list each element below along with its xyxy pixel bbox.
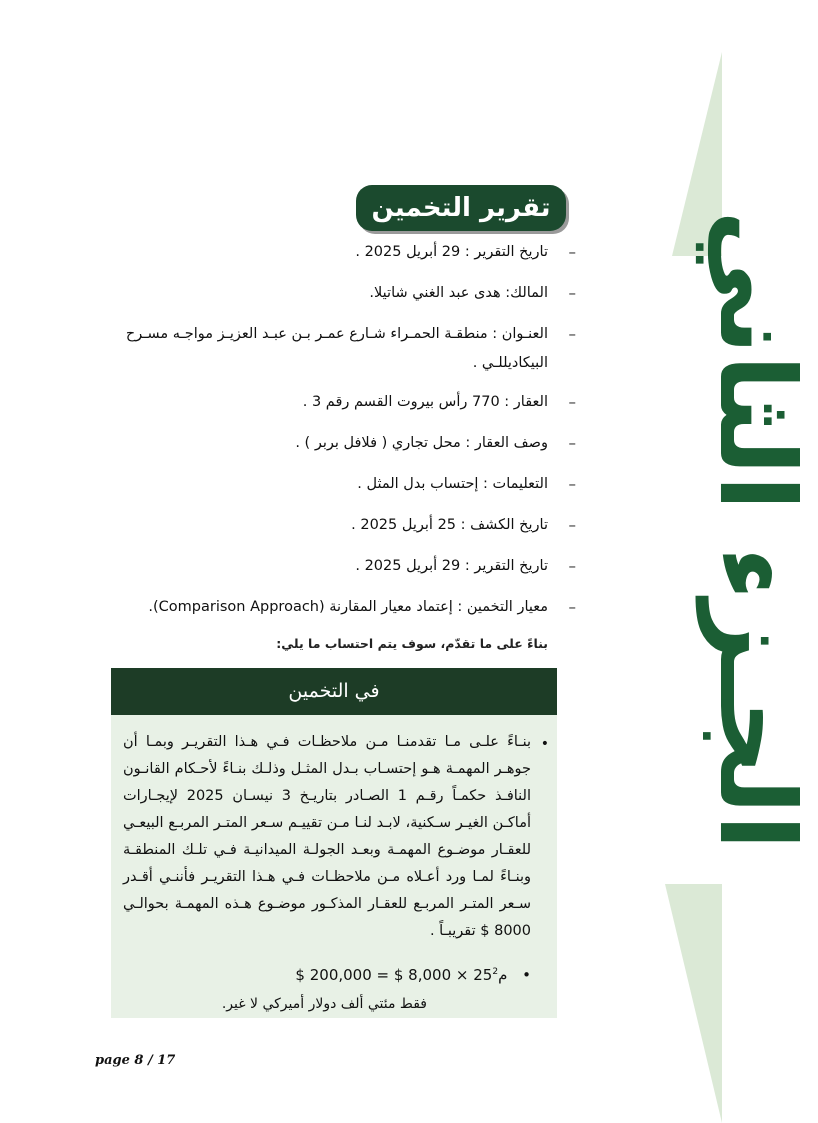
valuation-box-title: في التخمين (111, 668, 557, 715)
side-section-title: الجـزء الثاني (696, 210, 818, 850)
item-text: التعليمات : إحتساب بدل المثل . (357, 476, 548, 492)
list-item (80, 320, 576, 388)
calculation-area: 25م (473, 966, 508, 984)
bullet-icon: • (540, 736, 549, 752)
dash-bullet: – (568, 325, 576, 343)
list-item (80, 511, 576, 552)
dash-bullet: – (568, 557, 576, 575)
list-item (80, 429, 576, 470)
report-details-list (80, 238, 576, 634)
list-item (80, 279, 576, 320)
dash-bullet: – (568, 434, 576, 452)
item-text: وصف العقار : محل تجاري ( فلافل بربر ) . (295, 435, 548, 451)
dash-bullet: – (568, 475, 576, 493)
dash-bullet: – (568, 393, 576, 411)
list-item (80, 388, 576, 429)
dash-bullet: – (568, 516, 576, 534)
list-item (80, 470, 576, 511)
list-item (80, 593, 576, 634)
area-exponent: 2 (492, 967, 499, 977)
item-text: معيار التخمين : إعتماد معيار المقارنة (Comparison Approach). (148, 599, 548, 615)
item-text: تاريخ التقرير : 29 أبريل 2025 . (355, 558, 548, 574)
list-item (80, 552, 576, 593)
item-text: تاريخ التقرير : 29 أبريل 2025 . (355, 244, 548, 260)
calculation-note: فقط مئتي ألف دولار أميركي لا غير. (221, 996, 427, 1012)
list-item (80, 238, 576, 279)
item-text: المالك: هدى عبد الغني شاتيلا. (369, 285, 548, 301)
valuation-box-body (111, 715, 557, 1018)
item-text: تاريخ الكشف : 25 أبريل 2025 . (351, 517, 548, 533)
calculation-result: $ 200,000 = $ 8,000 × (295, 966, 474, 984)
calculation-line (123, 959, 531, 989)
valuation-paragraph: بنـاءً علـى مـا تقدمنـا مـن ملاحظـات فـي هـذا التقريـر وبمـا أن جوهـر المهمـة هـو إحتسـاب بـدل المثـل وذلـك بنـاءً لأحـكام القانـون النافـذ حكمـاً رقـم 1 الصـادر بتاريـخ 3 نيسـان 2025 لإيجـارات أماكـن الغيـر سـكنية، لابـد لنـا مـن تقييـم سـعر المتـر المربـع البيعـي للعقـار موضـوع المهمـة وبعـد الجولـة الميدانيـة فـي تلـك المنطقـة وبنـاءً لمـا ورد أعـلاه مـن ملاحظـات فـي هـذا التقريـر فأننـي أقـدر سـعر المتـر المربـع للعقـار المذكـور موضـوع هـذه المهمـة بحوالـي 8000 $ تقريبـاً . (123, 734, 531, 939)
dash-bullet: – (568, 598, 576, 616)
item-text: العنـوان : منطقـة الحمـراء شـارع عمـر بـن عبـد العزيـز مواجـه مسـرح البيكاديللـي . (125, 326, 548, 371)
item-text: العقار : 770 رأس بيروت القسم رقم 3 . (302, 394, 548, 410)
bullet-icon: • (522, 966, 531, 984)
page-number: page 8 / 17 (95, 1053, 176, 1068)
dash-bullet: – (568, 243, 576, 261)
intro-text: بناءً على ما تقدّم، سوف يتم احتساب ما يلي: (276, 636, 548, 651)
dash-bullet: – (568, 284, 576, 302)
page-title: تقرير التخمين (356, 185, 566, 231)
valuation-box (111, 668, 557, 1018)
